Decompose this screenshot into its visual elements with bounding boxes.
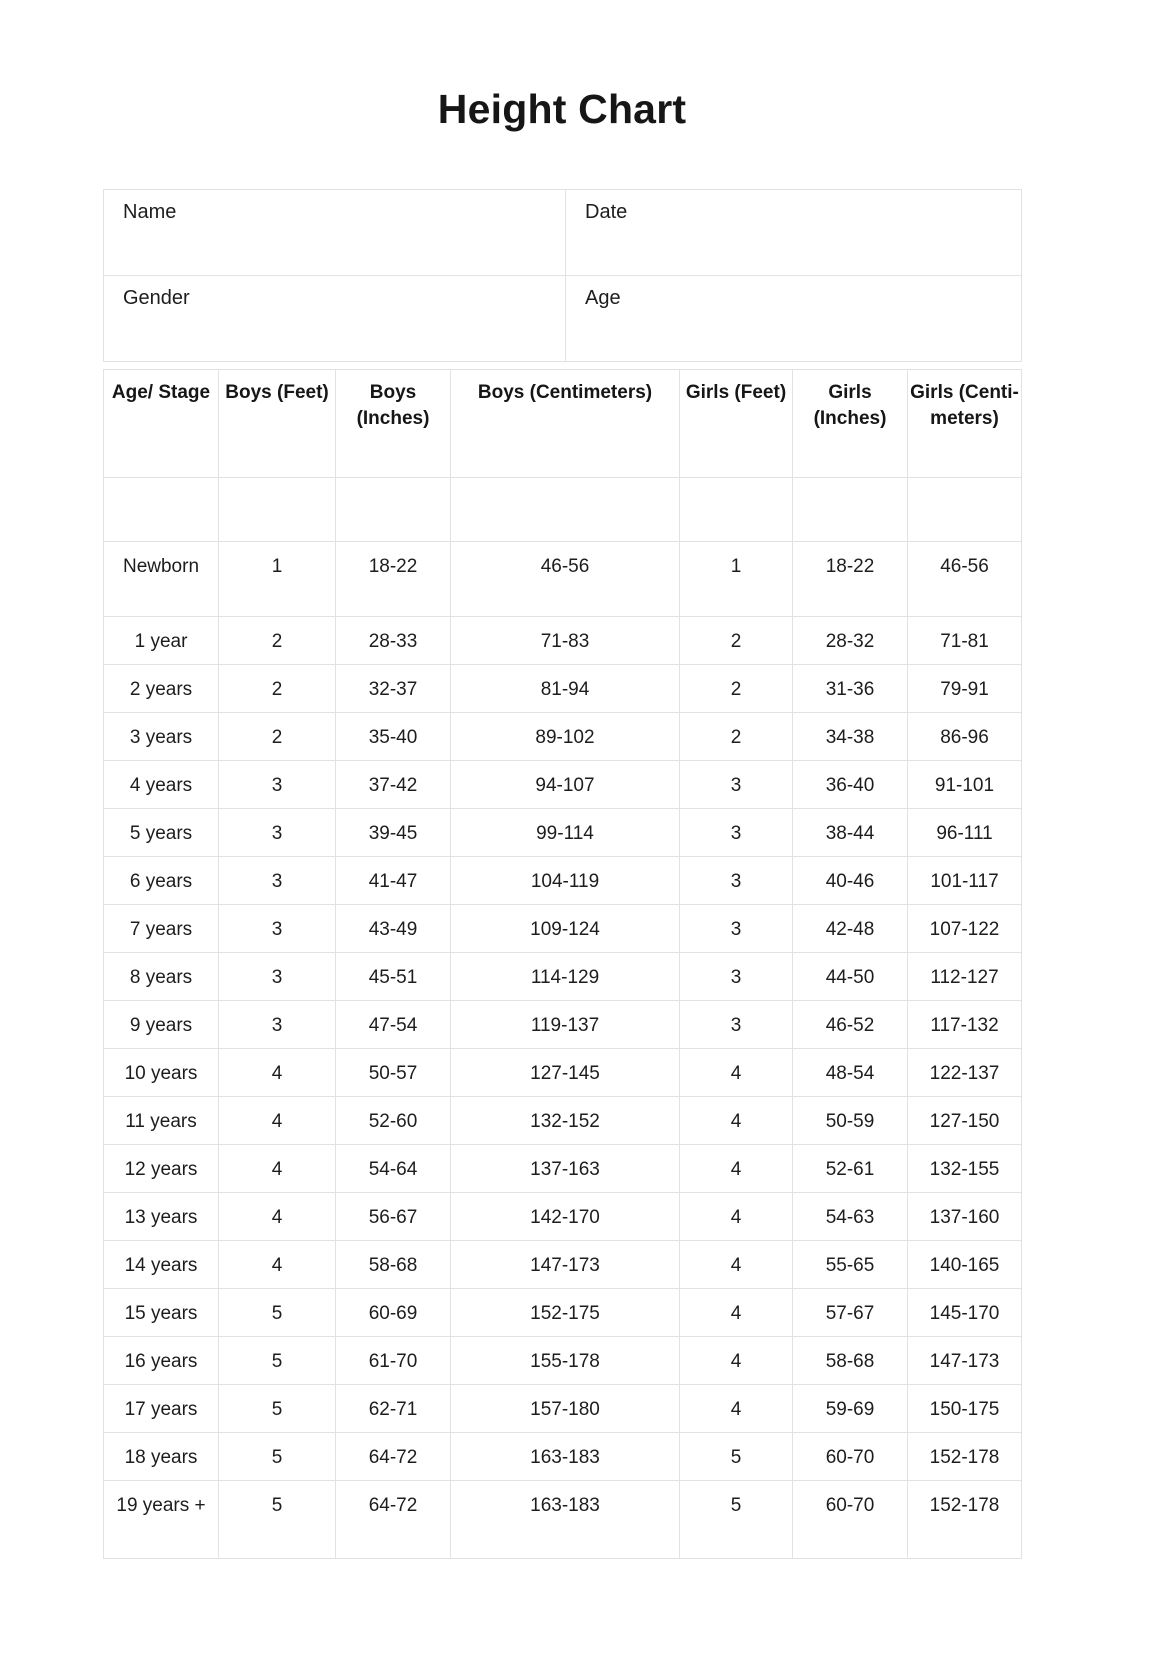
table-row — [104, 617, 1022, 665]
header-girls-feet: Girls (Feet) — [680, 370, 793, 478]
girls-feet-cell: 4 — [680, 1385, 793, 1433]
girls-inches-cell: 36-40 — [793, 761, 908, 809]
table-row — [104, 1001, 1022, 1049]
age-stage-cell: 17 years — [104, 1385, 219, 1433]
boys-feet-cell: 4 — [219, 1145, 336, 1193]
girls-inches-cell: 60-70 — [793, 1481, 908, 1559]
boys-inches-cell: 18-22 — [336, 542, 451, 617]
table-row — [104, 713, 1022, 761]
age-stage-cell: 15 years — [104, 1289, 219, 1337]
boys-cm-cell: 163-183 — [451, 1481, 680, 1559]
girls-feet-cell: 1 — [680, 542, 793, 617]
girls-cm-cell: 137-160 — [908, 1193, 1022, 1241]
girls-feet-cell: 4 — [680, 1145, 793, 1193]
boys-feet-cell: 4 — [219, 1241, 336, 1289]
girls-feet-cell: 5 — [680, 1433, 793, 1481]
girls-inches-cell: 58-68 — [793, 1337, 908, 1385]
boys-cm-cell: 104-119 — [451, 857, 680, 905]
girls-inches-cell: 50-59 — [793, 1097, 908, 1145]
girls-cm-cell: 140-165 — [908, 1241, 1022, 1289]
age-stage-cell: 13 years — [104, 1193, 219, 1241]
boys-inches-cell: 64-72 — [336, 1481, 451, 1559]
boys-feet-cell: 4 — [219, 1097, 336, 1145]
age-stage-cell: 19 years + — [104, 1481, 219, 1559]
boys-cm-cell: 132-152 — [451, 1097, 680, 1145]
name-field[interactable] — [104, 190, 566, 276]
header-girls-cm: Girls (Centi-meters) — [908, 370, 1022, 478]
girls-inches-cell: 52-61 — [793, 1145, 908, 1193]
boys-inches-cell: 60-69 — [336, 1289, 451, 1337]
empty-cell — [336, 478, 451, 542]
age-stage-cell: 7 years — [104, 905, 219, 953]
girls-feet-cell: 4 — [680, 1289, 793, 1337]
boys-inches-cell: 41-47 — [336, 857, 451, 905]
boys-cm-cell: 155-178 — [451, 1337, 680, 1385]
boys-feet-cell: 5 — [219, 1337, 336, 1385]
boys-cm-cell: 163-183 — [451, 1433, 680, 1481]
boys-cm-cell: 119-137 — [451, 1001, 680, 1049]
age-field-label: Age — [585, 287, 621, 309]
girls-inches-cell: 55-65 — [793, 1241, 908, 1289]
form-row-gender-age — [104, 276, 1022, 362]
boys-cm-cell: 152-175 — [451, 1289, 680, 1337]
boys-cm-cell: 89-102 — [451, 713, 680, 761]
boys-inches-cell: 50-57 — [336, 1049, 451, 1097]
date-field[interactable] — [566, 190, 1022, 276]
boys-cm-cell: 71-83 — [451, 617, 680, 665]
document-page — [103, 0, 1021, 1654]
patient-info-form — [103, 189, 1022, 362]
girls-feet-cell: 2 — [680, 617, 793, 665]
girls-feet-cell: 4 — [680, 1241, 793, 1289]
girls-inches-cell: 34-38 — [793, 713, 908, 761]
girls-feet-cell: 4 — [680, 1049, 793, 1097]
boys-inches-cell: 52-60 — [336, 1097, 451, 1145]
girls-inches-cell: 59-69 — [793, 1385, 908, 1433]
boys-inches-cell: 45-51 — [336, 953, 451, 1001]
girls-feet-cell: 5 — [680, 1481, 793, 1559]
age-stage-cell: Newborn — [104, 542, 219, 617]
boys-inches-cell: 62-71 — [336, 1385, 451, 1433]
boys-cm-cell: 142-170 — [451, 1193, 680, 1241]
table-row — [104, 905, 1022, 953]
page-title: Height Chart — [437, 86, 687, 132]
height-table — [103, 369, 1022, 1559]
boys-inches-cell: 28-33 — [336, 617, 451, 665]
age-stage-cell: 4 years — [104, 761, 219, 809]
age-stage-cell: 6 years — [104, 857, 219, 905]
girls-cm-cell: 150-175 — [908, 1385, 1022, 1433]
girls-cm-cell: 145-170 — [908, 1289, 1022, 1337]
age-stage-cell: 9 years — [104, 1001, 219, 1049]
girls-feet-cell: 3 — [680, 809, 793, 857]
boys-inches-cell: 35-40 — [336, 713, 451, 761]
age-field[interactable] — [566, 276, 1022, 362]
table-row — [104, 857, 1022, 905]
girls-inches-cell: 44-50 — [793, 953, 908, 1001]
boys-cm-cell: 157-180 — [451, 1385, 680, 1433]
table-row — [104, 665, 1022, 713]
girls-inches-cell: 46-52 — [793, 1001, 908, 1049]
boys-feet-cell: 4 — [219, 1049, 336, 1097]
boys-inches-cell: 37-42 — [336, 761, 451, 809]
age-stage-cell: 18 years — [104, 1433, 219, 1481]
header-boys-feet: Boys (Feet) — [219, 370, 336, 478]
boys-cm-cell: 94-107 — [451, 761, 680, 809]
girls-cm-cell: 46-56 — [908, 542, 1022, 617]
girls-cm-cell: 112-127 — [908, 953, 1022, 1001]
girls-cm-cell: 101-117 — [908, 857, 1022, 905]
boys-feet-cell: 2 — [219, 665, 336, 713]
girls-inches-cell: 38-44 — [793, 809, 908, 857]
empty-cell — [908, 478, 1022, 542]
girls-cm-cell: 71-81 — [908, 617, 1022, 665]
table-spacer-row — [104, 478, 1022, 542]
boys-feet-cell: 5 — [219, 1385, 336, 1433]
boys-inches-cell: 56-67 — [336, 1193, 451, 1241]
boys-cm-cell: 114-129 — [451, 953, 680, 1001]
girls-inches-cell: 48-54 — [793, 1049, 908, 1097]
boys-inches-cell: 54-64 — [336, 1145, 451, 1193]
table-row — [104, 1145, 1022, 1193]
boys-feet-cell: 2 — [219, 713, 336, 761]
girls-cm-cell: 117-132 — [908, 1001, 1022, 1049]
boys-inches-cell: 64-72 — [336, 1433, 451, 1481]
empty-cell — [793, 478, 908, 542]
date-field-label: Date — [585, 201, 628, 223]
boys-feet-cell: 1 — [219, 542, 336, 617]
age-stage-cell: 14 years — [104, 1241, 219, 1289]
boys-feet-cell: 4 — [219, 1193, 336, 1241]
age-stage-cell: 3 years — [104, 713, 219, 761]
age-stage-cell: 5 years — [104, 809, 219, 857]
boys-cm-cell: 81-94 — [451, 665, 680, 713]
boys-feet-cell: 5 — [219, 1481, 336, 1559]
girls-cm-cell: 147-173 — [908, 1337, 1022, 1385]
height-table-body — [104, 478, 1022, 1559]
header-boys-inches: Boys (Inches) — [336, 370, 451, 478]
girls-feet-cell: 4 — [680, 1097, 793, 1145]
age-stage-cell: 10 years — [104, 1049, 219, 1097]
boys-cm-cell: 109-124 — [451, 905, 680, 953]
table-row — [104, 542, 1022, 617]
girls-inches-cell: 28-32 — [793, 617, 908, 665]
girls-feet-cell: 2 — [680, 665, 793, 713]
age-stage-cell: 12 years — [104, 1145, 219, 1193]
table-row — [104, 1337, 1022, 1385]
boys-inches-cell: 39-45 — [336, 809, 451, 857]
girls-cm-cell: 79-91 — [908, 665, 1022, 713]
girls-cm-cell: 122-137 — [908, 1049, 1022, 1097]
table-row — [104, 1193, 1022, 1241]
gender-field[interactable] — [104, 276, 566, 362]
girls-inches-cell: 31-36 — [793, 665, 908, 713]
girls-feet-cell: 2 — [680, 713, 793, 761]
table-row — [104, 1289, 1022, 1337]
age-stage-cell: 2 years — [104, 665, 219, 713]
girls-inches-cell: 60-70 — [793, 1433, 908, 1481]
table-row — [104, 761, 1022, 809]
empty-cell — [451, 478, 680, 542]
age-stage-cell: 1 year — [104, 617, 219, 665]
header-girls-inches: Girls (Inches) — [793, 370, 908, 478]
boys-feet-cell: 3 — [219, 1001, 336, 1049]
boys-inches-cell: 58-68 — [336, 1241, 451, 1289]
boys-cm-cell: 99-114 — [451, 809, 680, 857]
boys-feet-cell: 3 — [219, 905, 336, 953]
boys-feet-cell: 2 — [219, 617, 336, 665]
boys-feet-cell: 3 — [219, 761, 336, 809]
empty-cell — [219, 478, 336, 542]
header-age-stage: Age/ Stage — [104, 370, 219, 478]
girls-inches-cell: 42-48 — [793, 905, 908, 953]
girls-feet-cell: 4 — [680, 1193, 793, 1241]
girls-cm-cell: 152-178 — [908, 1433, 1022, 1481]
boys-cm-cell: 46-56 — [451, 542, 680, 617]
boys-feet-cell: 3 — [219, 953, 336, 1001]
empty-cell — [104, 478, 219, 542]
girls-inches-cell: 40-46 — [793, 857, 908, 905]
girls-cm-cell: 96-111 — [908, 809, 1022, 857]
girls-feet-cell: 3 — [680, 1001, 793, 1049]
table-row — [104, 1433, 1022, 1481]
boys-feet-cell: 5 — [219, 1289, 336, 1337]
boys-inches-cell: 47-54 — [336, 1001, 451, 1049]
header-boys-cm: Boys (Centimeters) — [451, 370, 680, 478]
age-stage-cell: 8 years — [104, 953, 219, 1001]
boys-feet-cell: 3 — [219, 857, 336, 905]
boys-inches-cell: 43-49 — [336, 905, 451, 953]
girls-cm-cell: 127-150 — [908, 1097, 1022, 1145]
boys-cm-cell: 127-145 — [451, 1049, 680, 1097]
girls-feet-cell: 3 — [680, 953, 793, 1001]
girls-feet-cell: 3 — [680, 761, 793, 809]
boys-inches-cell: 32-37 — [336, 665, 451, 713]
boys-cm-cell: 147-173 — [451, 1241, 680, 1289]
girls-feet-cell: 3 — [680, 905, 793, 953]
table-row — [104, 1097, 1022, 1145]
name-field-label: Name — [123, 201, 177, 223]
table-row — [104, 1385, 1022, 1433]
table-row — [104, 953, 1022, 1001]
table-row — [104, 1049, 1022, 1097]
girls-cm-cell: 86-96 — [908, 713, 1022, 761]
age-stage-cell: 11 years — [104, 1097, 219, 1145]
age-stage-cell: 16 years — [104, 1337, 219, 1385]
girls-feet-cell: 4 — [680, 1337, 793, 1385]
table-row — [104, 1241, 1022, 1289]
girls-inches-cell: 18-22 — [793, 542, 908, 617]
table-row — [104, 1481, 1022, 1559]
boys-feet-cell: 3 — [219, 809, 336, 857]
girls-inches-cell: 57-67 — [793, 1289, 908, 1337]
table-header-row — [104, 370, 1022, 478]
boys-inches-cell: 61-70 — [336, 1337, 451, 1385]
empty-cell — [680, 478, 793, 542]
girls-cm-cell: 152-178 — [908, 1481, 1022, 1559]
table-row — [104, 809, 1022, 857]
gender-field-label: Gender — [123, 287, 190, 309]
girls-inches-cell: 54-63 — [793, 1193, 908, 1241]
boys-feet-cell: 5 — [219, 1433, 336, 1481]
girls-cm-cell: 107-122 — [908, 905, 1022, 953]
girls-cm-cell: 91-101 — [908, 761, 1022, 809]
girls-feet-cell: 3 — [680, 857, 793, 905]
form-row-name-date — [104, 190, 1022, 276]
girls-cm-cell: 132-155 — [908, 1145, 1022, 1193]
boys-cm-cell: 137-163 — [451, 1145, 680, 1193]
